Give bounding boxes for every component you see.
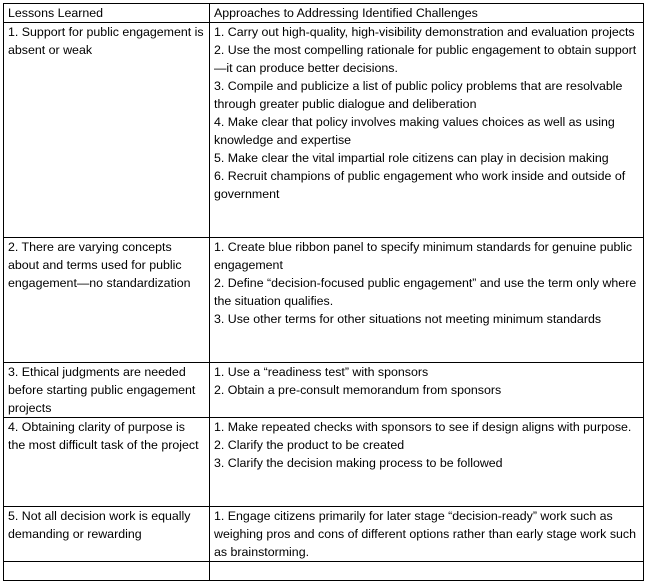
lesson-cell [4, 363, 210, 418]
approaches-cell [210, 23, 644, 238]
lesson-cell [4, 562, 210, 581]
table-row-cut-off [4, 562, 644, 581]
header-lessons-learned: Lessons Learned [4, 4, 210, 23]
approach-item: 2. Obtain a pre-consult memorandum from sponsors [214, 383, 502, 397]
approach-item: 1. Use a “readiness test” with sponsors [214, 365, 429, 379]
table-row [4, 418, 644, 507]
approach-item: 1. Engage citizens primarily for later stage “decision-ready” work such as weighing pros and cons of different options rather than early stage work such as brainstorming. [214, 509, 636, 559]
lesson-cell [4, 507, 210, 562]
approaches-cell [210, 238, 644, 363]
approach-item: 2. Use the most compelling rationale for public engagement to obtain support—it can produce better decisions. [214, 43, 637, 75]
table-row [4, 238, 644, 363]
lesson-cell [4, 23, 210, 238]
lesson-cell [4, 238, 210, 363]
approach-item: 2. Define “decision-focused public engagement” and use the term only where the situation qualifies. [214, 276, 637, 308]
approach-item: 6. Recruit champions of public engagement who work inside and outside of government [214, 169, 626, 201]
lesson-text: 4. Obtaining clarity of purpose is the most difficult task of the project [8, 420, 199, 452]
approaches-cell [210, 363, 644, 418]
approach-item: 1. Create blue ribbon panel to specify minimum standards for genuine public engagement [214, 240, 633, 272]
table-row [4, 363, 644, 418]
table-row [4, 507, 644, 562]
header-row [4, 4, 644, 23]
approaches-cell [210, 418, 644, 507]
header-approaches: Approaches to Addressing Identified Challenges [210, 4, 644, 23]
approach-item: 1. Carry out high-quality, high-visibility demonstration and evaluation projects [214, 25, 635, 39]
lesson-text: 3. Ethical judgments are needed before starting public engagement projects [8, 365, 196, 415]
approach-item: 3. Clarify the decision making process to be followed [214, 456, 503, 470]
table-row [4, 23, 644, 238]
approach-item: 4. Make clear that policy involves making values choices as well as using knowledge and expertise [214, 115, 615, 147]
lesson-text: 1. Support for public engagement is absent or weak [8, 25, 204, 57]
approach-item: 1. Make repeated checks with sponsors to see if design aligns with purpose. [214, 420, 632, 434]
approaches-cell [210, 507, 644, 562]
approaches-cell [210, 562, 644, 581]
approach-item: 3. Compile and publicize a list of public policy problems that are resolvable through greater public dialogue and deliberation [214, 79, 623, 111]
lessons-approaches-table [3, 3, 644, 581]
approach-item: 5. Make clear the vital impartial role citizens can play in decision making [214, 151, 609, 165]
approach-item: 3. Use other terms for other situations not meeting minimum standards [214, 312, 602, 326]
lesson-cell [4, 418, 210, 507]
lesson-text: 5. Not all decision work is equally demanding or rewarding [8, 509, 191, 541]
approach-item: 2. Clarify the product to be created [214, 438, 405, 452]
lesson-text: 2. There are varying concepts about and terms used for public engagement—no standardization [8, 240, 191, 290]
